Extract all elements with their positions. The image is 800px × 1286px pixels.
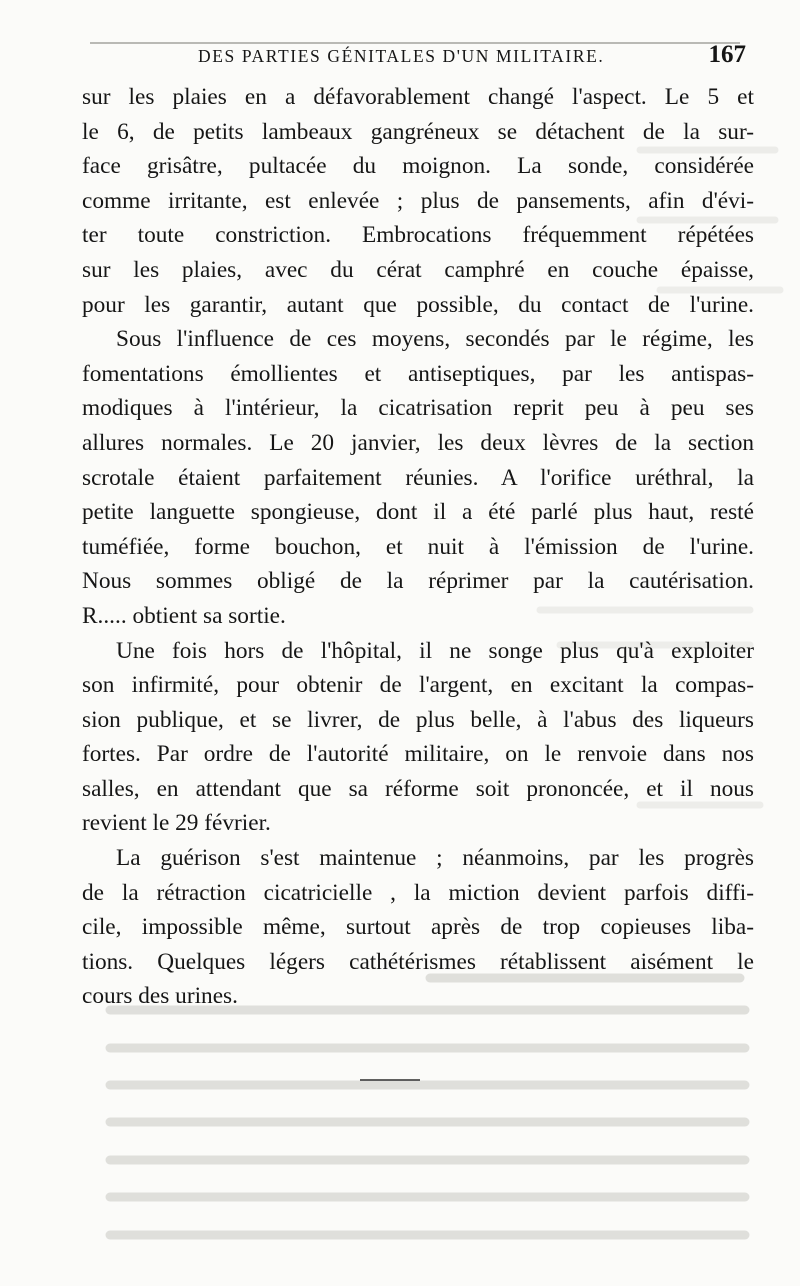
text-line: sur les plaies en a défavorablement changé l'aspect. Le 5 et	[82, 84, 754, 110]
text-line: le 6, de petits lambeaux gangréneux se détachent de la sur-	[82, 118, 754, 145]
text-line: cours des urines.	[82, 983, 238, 1010]
paragraph	[82, 322, 754, 633]
body-text	[82, 80, 754, 1014]
text-line: comme irritante, est enlevée ; plus de pansements, afin d'évi-	[82, 187, 754, 214]
text-line: de la rétraction cicatricielle , la miction devient parfois diffi-	[82, 879, 754, 906]
text-line: cile, impossible même, surtout après de trop copieuses liba-	[82, 914, 754, 941]
page-number: 167	[708, 41, 746, 68]
running-title: DES PARTIES GÉNITALES D'UN MILITAIRE.	[198, 46, 605, 66]
text-line: Nous sommes obligé de la réprimer par la cautérisation.	[82, 568, 754, 595]
text-line: revient le 29 février.	[82, 810, 271, 837]
text-line: son infirmité, pour obtenir de l'argent, en excitant la compas-	[82, 672, 754, 699]
paragraph	[82, 80, 754, 322]
text-line: face grisâtre, pultacée du moignon. La sonde, considérée	[82, 153, 754, 180]
text-line: sur les plaies, avec du cérat camphré en couche épaisse,	[82, 256, 754, 283]
text-line: fortes. Par ordre de l'autorité militaire, on le renvoie dans nos	[82, 741, 754, 768]
text-line: allures normales. Le 20 janvier, les deux lèvres de la section	[82, 429, 754, 456]
text-line: salles, en attendant que sa réforme soit prononcée, et il nous	[82, 775, 754, 802]
text-line: scrotale étaient parfaitement réunies. A l'orifice uréthral, la	[82, 464, 754, 491]
text-line: pour les garantir, autant que possible, du contact de l'urine.	[82, 291, 754, 318]
text-line: ter toute constriction. Embrocations fréquemment répétées	[82, 222, 754, 249]
text-line: fomentations émollientes et antiseptiques, par les antispas-	[82, 360, 754, 387]
header-rule	[90, 42, 740, 44]
text-line: Sous l'influence de ces moyens, secondés par le régime, les	[116, 326, 754, 353]
text-line: tions. Quelques légers cathétérismes rétablissent aisément le	[82, 948, 754, 975]
paragraph	[82, 634, 754, 842]
running-header	[80, 36, 760, 76]
text-line: tuméfiée, forme bouchon, et nuit à l'émission de l'urine.	[82, 533, 754, 560]
text-line: petite languette spongieuse, dont il a été parlé plus haut, resté	[82, 499, 754, 526]
text-line: La guérison s'est maintenue ; néanmoins, par les progrès	[116, 845, 754, 872]
text-line: R..... obtient sa sortie.	[82, 602, 286, 629]
text-line: Une fois hors de l'hôpital, il ne songe plus qu'à exploiter	[116, 637, 754, 664]
paragraph	[82, 841, 754, 1014]
text-line: sion publique, et se livrer, de plus belle, à l'abus des liqueurs	[82, 706, 754, 733]
text-line: modiques à l'intérieur, la cicatrisation reprit peu à peu ses	[82, 395, 754, 422]
